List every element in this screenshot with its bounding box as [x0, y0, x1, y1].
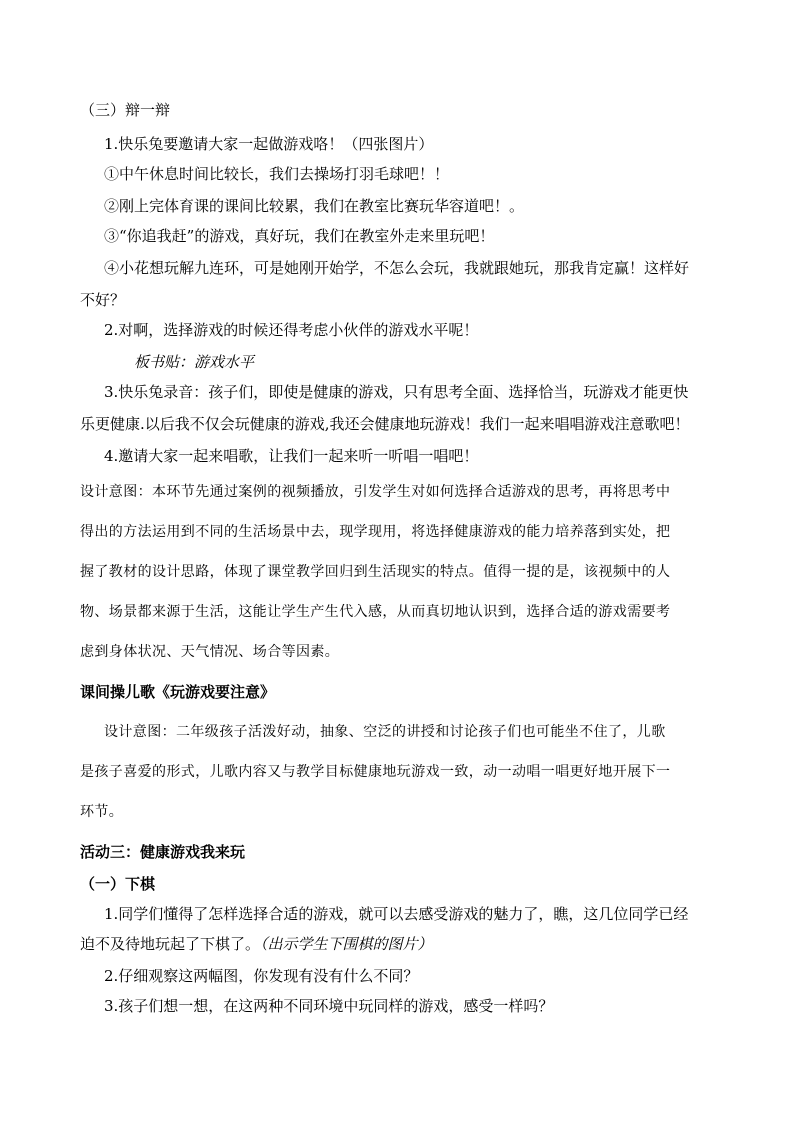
- design-intent-line: 物、场景都来源于生活，这能让学生产生代入感，从而真切地认识到，选择合适的游戏需要考: [80, 604, 671, 620]
- design-intent-line: 是孩子喜爱的形式，儿歌内容又与教学目标健康地玩游戏一致，动一动唱一唱更好地开展下一: [80, 764, 671, 780]
- design-intent-line: 设计意图：本环节先通过案例的视频播放，引发学生对如何选择合适游戏的思考，再将思考中: [80, 484, 671, 500]
- song-heading: 课间操儿歌《玩游戏要注意》: [80, 683, 276, 701]
- activity-heading: 活动三：健康游戏我来玩: [80, 843, 246, 861]
- design-intent-line: 设计意图：二年级孩子活泼好动，抽象、空泛的讲授和讨论孩子们也可能坐不住了，儿歌: [104, 724, 666, 740]
- paragraph-line: ③“你追我赶”的游戏，真好玩，我们在教室外走来里玩吧！: [104, 227, 495, 245]
- design-intent-line: 得出的方法运用到不同的生活场景中去，现学现用，将选择健康游戏的能力培养落到实处，把: [80, 524, 671, 540]
- paragraph-line: ④小花想玩解九连环，可是她刚开始学，不怎么会玩，我就跟她玩，那我肯定赢！这样好: [104, 259, 690, 277]
- paragraph-text: 迫不及待地玩起了下棋了。: [80, 935, 261, 953]
- paragraph-line: 2.仔细观察这两幅图，你发现有没有什么不同？: [104, 967, 419, 985]
- paragraph-line: ②刚上完体育课的课间比较累，我们在教室比赛玩华容道吧！。: [104, 197, 525, 215]
- board-note: 板书贴：游戏水平: [134, 353, 255, 371]
- paragraph-line: ①中午休息时间比较长，我们去操场打羽毛球吧！！: [104, 165, 450, 183]
- paragraph-line: 4.邀请大家一起来唱歌，让我们一起来听一听唱一唱吧！: [104, 447, 479, 465]
- paragraph-line: 1.快乐兔要邀请大家一起做游戏咯！（四张图片）: [104, 135, 434, 153]
- paragraph-line: 3.孩子们想一想，在这两种不同环境中玩同样的游戏，感受一样吗？: [104, 997, 554, 1015]
- paragraph-line: 2.对啊，选择游戏的时候还得考虑小伙伴的游戏水平呢！: [104, 321, 479, 339]
- section-heading-3: （三）辩一辩: [80, 101, 171, 119]
- paragraph-line: 不好？: [80, 291, 126, 309]
- image-note: （出示学生下围棋的图片）: [260, 935, 433, 953]
- paragraph-line: 1.同学们懂得了怎样选择合适的游戏，就可以去感受游戏的魅力了，瞧，这几位同学已经: [104, 905, 689, 923]
- paragraph-line: [80, 934, 433, 954]
- subsection-heading: （一）下棋: [80, 875, 156, 893]
- design-intent-line: 环节。: [80, 804, 124, 820]
- design-intent-line: 虑到身体状况、天气情况、场合等因素。: [80, 644, 340, 660]
- design-intent-line: 握了教材的设计思路，体现了课堂教学回归到生活现实的特点。值得一提的是，该视频中的人: [80, 564, 671, 580]
- paragraph-line: 3.快乐兔录音：孩子们，即使是健康的游戏，只有思考全面、选择恰当，玩游戏才能更快: [104, 383, 689, 401]
- paragraph-line: 乐更健康.以后我不仅会玩健康的游戏,我还会健康地玩游戏！我们一起来唱唱游戏注意歌吧！: [80, 415, 690, 433]
